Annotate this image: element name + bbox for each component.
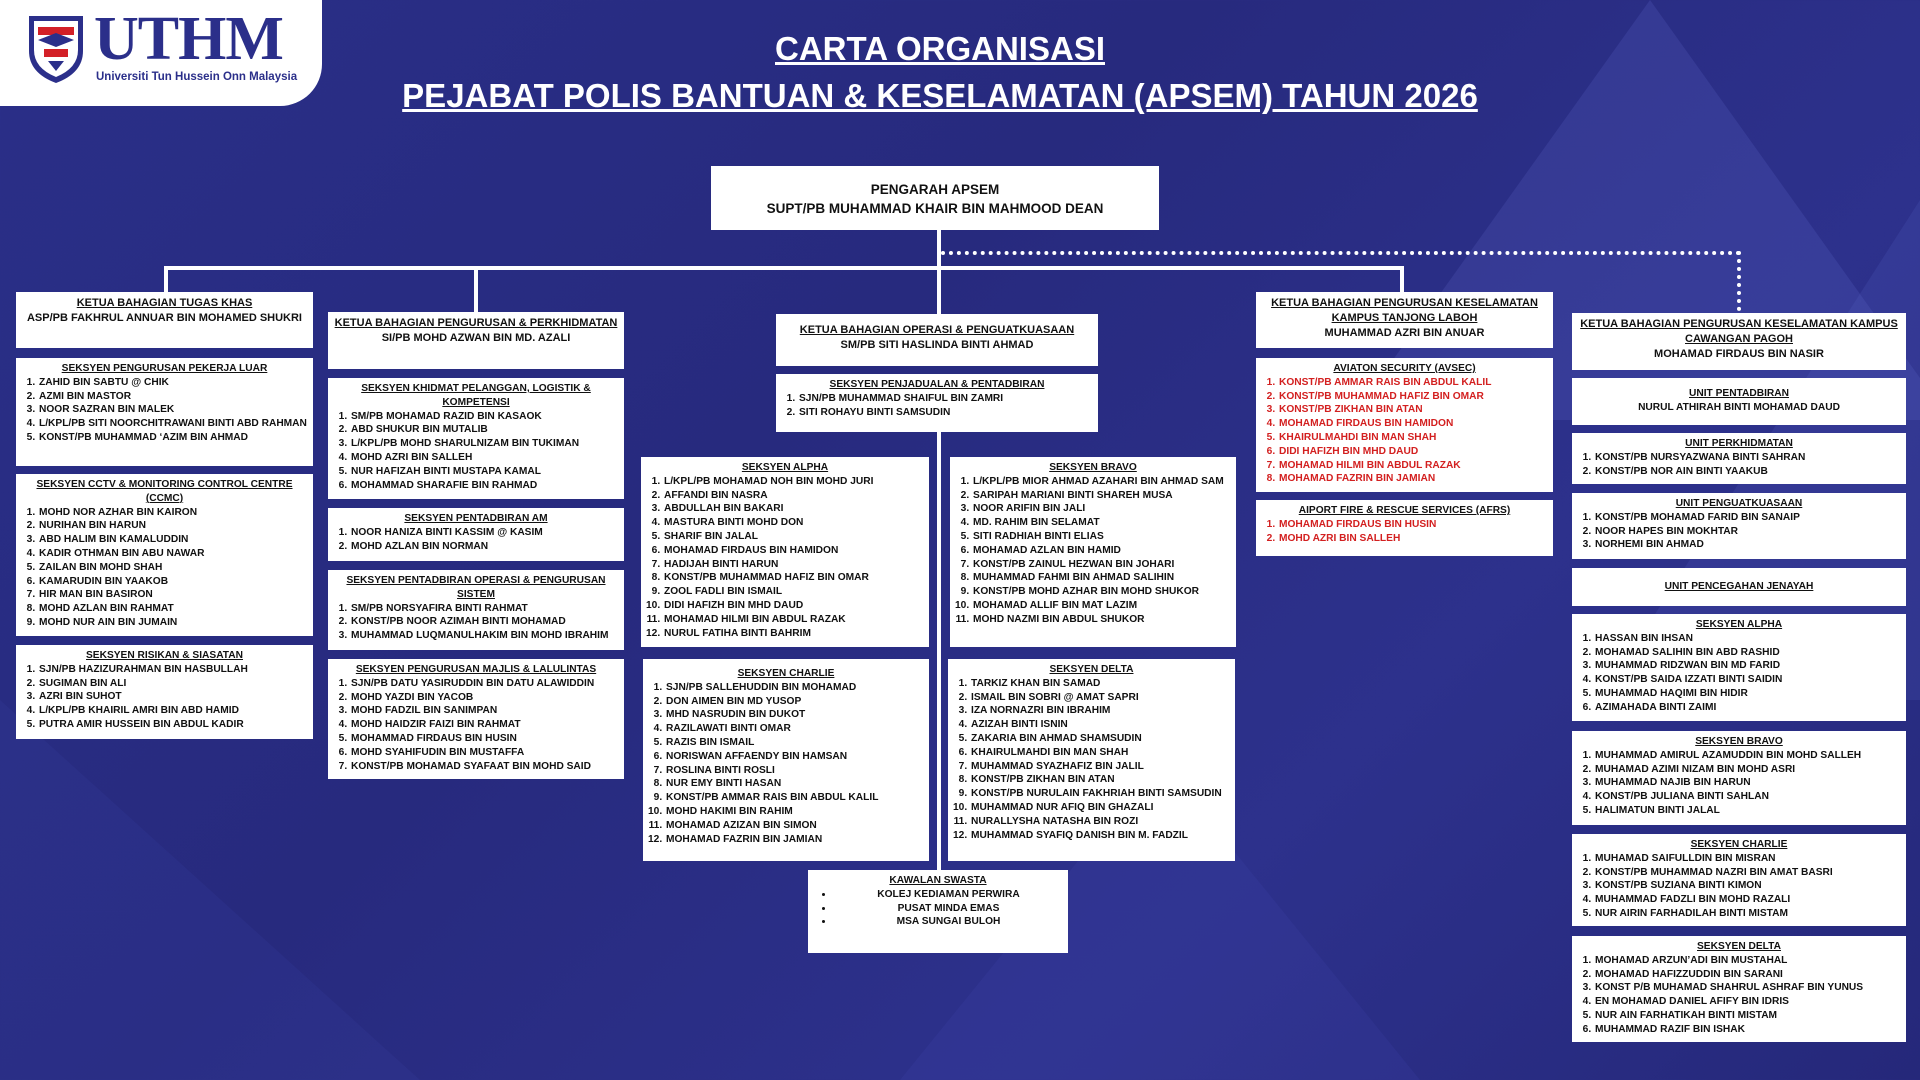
head-role: KETUA BAHAGIAN PENGURUSAN & PERKHIDMATAN [334, 317, 618, 329]
section-delta [948, 659, 1235, 861]
member: 1. ZAHID BIN SABTU @ CHIK [38, 376, 307, 390]
section-ccmc [16, 474, 313, 636]
member-list [1262, 518, 1547, 546]
section-title: UNIT PENGUATKUASAAN [1675, 498, 1803, 509]
section-title: SEKSYEN PENGURUSAN MAJLIS & LALULINTAS [355, 664, 597, 675]
director-box [711, 166, 1159, 230]
member: 5. ZAILAN BIN MOHD SHAH [38, 561, 307, 575]
member: 5. RAZIS BIN ISMAIL [665, 736, 923, 750]
site: • PUSAT MINDA EMAS [834, 902, 1062, 916]
member: 1. SM/PB MOHAMAD RAZID BIN KASAOK [350, 410, 618, 424]
member: 4. MD. RAHIM BIN SELAMAT [972, 516, 1230, 530]
section-khidmat-pelanggan [328, 378, 624, 499]
head-tugas-khas [16, 292, 313, 348]
member: 4. KONST/PB SAIDA IZZATI BINTI SAIDIN [1594, 673, 1900, 687]
member: 1. KONST/PB AMMAR RAIS BIN ABDUL KALIL [1278, 376, 1547, 390]
member-list [1262, 376, 1547, 486]
section-title: SEKSYEN CHARLIE [1690, 839, 1788, 850]
site-list [814, 888, 1062, 929]
member: 2. DON AIMEN BIN MD YUSOP [665, 695, 923, 709]
director-role: PENGARAH APSEM [870, 182, 1000, 197]
member: 2. NOOR HAPES BIN MOKHTAR [1594, 525, 1900, 539]
member: 2. ISMAIL BIN SOBRI @ AMAT SAPRI [970, 691, 1229, 705]
member: 2. MOHAMAD SALIHIN BIN ABD RASHID [1594, 646, 1900, 660]
member: 9. MOHD NUR AIN BIN JUMAIN [38, 616, 307, 630]
pagoh-section-delta [1572, 936, 1906, 1042]
head-role: KETUA BAHAGIAN OPERASI & PENGUATKUASAAN [799, 324, 1075, 336]
member-list [1578, 749, 1900, 818]
member: 8. NUR EMY BINTI HASAN [665, 777, 923, 791]
member: 7. KONST/PB MOHAMAD SYAFAAT BIN MOHD SAID [350, 760, 618, 774]
section-title: KAWALAN SWASTA [889, 875, 987, 886]
section-title: SEKSYEN RISIKAN & SIASATAN [86, 650, 243, 661]
member: 8. MOHAMAD FAZRIN BIN JAMIAN [1278, 472, 1547, 486]
member: 1. TARKIZ KHAN BIN SAMAD [970, 677, 1229, 691]
member-list [956, 475, 1230, 627]
member: 3. KONST/PB ZIKHAN BIN ATAN [1278, 403, 1547, 417]
member: 8. KONST/PB MUHAMMAD HAFIZ BIN OMAR [663, 571, 923, 585]
section-penjadualan [776, 374, 1098, 432]
member-list [334, 526, 618, 554]
section-title: SEKSYEN BRAVO [1049, 462, 1137, 473]
section-pekerja-luar [16, 358, 313, 466]
member-list [647, 475, 923, 641]
page-title: CARTA ORGANISASI [775, 30, 1105, 67]
head-name: SM/PB SITI HASLINDA BINTI AHMAD [840, 339, 1034, 351]
member: 1. L/KPL/PB MIOR AHMAD AZAHARI BIN AHMAD SAM [972, 475, 1230, 489]
section-title: SEKSYEN DELTA [1049, 664, 1134, 675]
member: 4. KONST/PB JULIANA BINTI SAHLAN [1594, 790, 1900, 804]
unit-penguatkuasaan [1572, 493, 1906, 559]
section-title: SEKSYEN PENTADBIRAN AM [404, 513, 548, 524]
member: 8. MUHAMMAD FAHMI BIN AHMAD SALIHIN [972, 571, 1230, 585]
member: 1. MUHAMMAD AMIRUL AZAMUDDIN BIN MOHD SALLEH [1594, 749, 1900, 763]
member: 5. KHAIRULMAHDI BIN MAN SHAH [1278, 431, 1547, 445]
member: 7. MOHAMAD HILMI BIN ABDUL RAZAK [1278, 459, 1547, 473]
member: 6. AZIMAHADA BINTI ZAIMI [1594, 701, 1900, 715]
section-title: SEKSYEN CCTV & MONITORING CONTROL CENTRE (CCMC) [36, 479, 293, 504]
member: 1. HASSAN BIN IHSAN [1594, 632, 1900, 646]
member: 4. MOHD AZRI BIN SALLEH [350, 451, 618, 465]
member: 4. MASTURA BINTI MOHD DON [663, 516, 923, 530]
member: 3. MUHAMMAD LUQMANULHAKIM BIN MOHD IBRAHIM [350, 629, 618, 643]
member: 3. NOOR SAZRAN BIN MALEK [38, 403, 307, 417]
member: 2. KONST/PB NOR AIN BINTI YAAKUB [1594, 465, 1900, 479]
member: 1. NOOR HANIZA BINTI KASSIM @ KASIM [350, 526, 618, 540]
member: 2. AZMI BIN MASTOR [38, 390, 307, 404]
site: • MSA SUNGAI BULOH [834, 915, 1062, 929]
head-name: MUHAMMAD AZRI BIN ANUAR [1324, 327, 1485, 339]
member: 2. SITI ROHAYU BINTI SAMSUDIN [798, 406, 1092, 420]
unit-perkhidmatan [1572, 433, 1906, 484]
member: 5. ZAKARIA BIN AHMAD SHAMSUDIN [970, 732, 1229, 746]
head-pagoh [1572, 313, 1906, 370]
member: 10. MUHAMMAD NUR AFIQ BIN GHAZALI [970, 801, 1229, 815]
member: 1. KONST/PB NURSYAZWANA BINTI SAHRAN [1594, 451, 1900, 465]
member: 10. MOHD HAKIMI BIN RAHIM [665, 805, 923, 819]
member: 3. NOOR ARIFIN BIN JALI [972, 502, 1230, 516]
member: 3. KONST/PB SUZIANA BINTI KIMON [1594, 879, 1900, 893]
member: 6. MOHAMAD AZLAN BIN HAMID [972, 544, 1230, 558]
head-role: KETUA BAHAGIAN PENGURUSAN KESELAMATAN KAMPUS CAWANGAN PAGOH [1580, 318, 1898, 345]
member: 3. L/KPL/PB MOHD SHARULNIZAM BIN TUKIMAN [350, 437, 618, 451]
member: 1. SJN/PB SALLEHUDDIN BIN MOHAMAD [665, 681, 923, 695]
member: 4. MOHAMAD FIRDAUS BIN HAMIDON [1278, 417, 1547, 431]
member: 2. MOHD AZRI BIN SALLEH [1278, 532, 1547, 546]
member-list [334, 410, 618, 493]
member-list [782, 392, 1092, 420]
section-title: SEKSYEN DELTA [1697, 941, 1781, 952]
member: 10. MOHAMAD ALLIF BIN MAT LAZIM [972, 599, 1230, 613]
section-title: SEKSYEN PENJADUALAN & PENTADBIRAN [829, 379, 1045, 390]
head-name: SI/PB MOHD AZWAN BIN MD. AZALI [381, 332, 571, 344]
member: 4. KADIR OTHMAN BIN ABU NAWAR [38, 547, 307, 561]
member: 2. MUHAMAD AZIMI NIZAM BIN MOHD ASRI [1594, 763, 1900, 777]
member: 2. ABD SHUKUR BIN MUTALIB [350, 423, 618, 437]
section-pentadbiran-am [328, 508, 624, 561]
section-title: SEKSYEN KHIDMAT PELANGGAN, LOGISTIK & KOMPETENSI [361, 383, 591, 408]
member: 4. L/KPL/PB KHAIRIL AMRI BIN ABD HAMID [38, 704, 307, 718]
member: 6. KHAIRULMAHDI BIN MAN SHAH [970, 746, 1229, 760]
member-list [1578, 451, 1900, 479]
page-subtitle: PEJABAT POLIS BANTUAN & KESELAMATAN (APSEM) TAHUN 2026 [402, 77, 1478, 114]
member: 12. MOHAMAD FAZRIN BIN JAMIAN [665, 833, 923, 847]
member: 6. MOHAMAD FIRDAUS BIN HAMIDON [663, 544, 923, 558]
member-list [334, 602, 618, 643]
member: 9. KONST/PB NURULAIN FAKHRIAH BINTI SAMSUDIN [970, 787, 1229, 801]
member: 1. MOHAMAD FIRDAUS BIN HUSIN [1278, 518, 1547, 532]
member: 7. KONST/PB ZAINUL HEZWAN BIN JOHARI [972, 558, 1230, 572]
member: NURUL ATHIRAH BINTI MOHAMAD DAUD [1638, 401, 1840, 413]
head-name: ASP/PB FAKHRUL ANNUAR BIN MOHAMED SHUKRI [26, 312, 302, 324]
member: 5. MUHAMMAD HAQIMI BIN HIDIR [1594, 687, 1900, 701]
member: 5. PUTRA AMIR HUSSEIN BIN ABDUL KADIR [38, 718, 307, 732]
section-avsec [1256, 358, 1553, 492]
member: 3. ABD HALIM BIN KAMALUDDIN [38, 533, 307, 547]
member: 11. MOHAMAD AZIZAN BIN SIMON [665, 819, 923, 833]
connector-line [164, 266, 1404, 270]
section-risikan [16, 645, 313, 739]
unit-pencegahan-jenayah [1572, 568, 1906, 606]
member: 2. AFFANDI BIN NASRA [663, 489, 923, 503]
pagoh-section-alpha [1572, 614, 1906, 721]
member: 9. KONST/PB AMMAR RAIS BIN ABDUL KALIL [665, 791, 923, 805]
member: 8. MOHD AZLAN BIN RAHMAT [38, 602, 307, 616]
member: 5. KONST/PB MUHAMMAD ‘AZIM BIN AHMAD [38, 431, 307, 445]
member: 2. KONST/PB NOOR AZIMAH BINTI MOHAMAD [350, 615, 618, 629]
member: 5. NUR HAFIZAH BINTI MUSTAPA KAMAL [350, 465, 618, 479]
section-title: SEKSYEN ALPHA [1695, 619, 1783, 630]
pagoh-section-bravo [1572, 731, 1906, 825]
member: 3. MOHD FADZIL BIN SANIMPAN [350, 704, 618, 718]
connector-line [937, 230, 941, 314]
member-list [1578, 954, 1900, 1037]
member: 2. MOHAMAD HAFIZZUDDIN BIN SARANI [1594, 968, 1900, 982]
member: 12. MUHAMMAD SYAFIQ DANISH BIN M. FADZIL [970, 829, 1229, 843]
member: 11. MOHAMAD HILMI BIN ABDUL RAZAK [663, 613, 923, 627]
section-title: SEKSYEN CHARLIE [737, 668, 835, 679]
member: 6. DIDI HAFIZH BIN MHD DAUD [1278, 445, 1547, 459]
connector-line [164, 266, 168, 292]
member: 7. ROSLINA BINTI ROSLI [665, 764, 923, 778]
member: 6. NORISWAN AFFAENDY BIN HAMSAN [665, 750, 923, 764]
member: 4. AZIZAH BINTI ISNIN [970, 718, 1229, 732]
member: 3. IZA NORNAZRI BIN IBRAHIM [970, 704, 1229, 718]
dotted-connector [941, 251, 1741, 255]
section-alpha [641, 457, 929, 647]
connector-line [937, 432, 941, 870]
member: 7. MUHAMMAD SYAZHAFIZ BIN JALIL [970, 760, 1229, 774]
member: 5. SHARIF BIN JALAL [663, 530, 923, 544]
connector-line [474, 266, 478, 312]
member: 10. DIDI HAFIZH BIN MHD DAUD [663, 599, 923, 613]
member: 9. KONST/PB MOHD AZHAR BIN MOHD SHUKOR [972, 585, 1230, 599]
member: 4. MOHD HAIDZIR FAIZI BIN RAHMAT [350, 718, 618, 732]
section-title: SEKSYEN PENTADBIRAN OPERASI & PENGURUSAN SISTEM [346, 575, 606, 600]
member: 2. KONST/PB MUHAMMAD NAZRI BIN AMAT BASRI [1594, 866, 1900, 880]
member: 2. NURIHAN BIN HARUN [38, 519, 307, 533]
member: 4. MUHAMMAD FADZLI BIN MOHD RAZALI [1594, 893, 1900, 907]
member: 1. SJN/PB DATU YASIRUDDIN BIN DATU ALAWIDDIN [350, 677, 618, 691]
member: 11. MOHD NAZMI BIN ABDUL SHUKOR [972, 613, 1230, 627]
section-title: UNIT PERKHIDMATAN [1685, 438, 1793, 449]
section-title: SEKSYEN ALPHA [741, 462, 829, 473]
member: 1. SM/PB NORSYAFIRA BINTI RAHMAT [350, 602, 618, 616]
member: 4. RAZILAWATI BINTI OMAR [665, 722, 923, 736]
member: 1. SJN/PB HAZIZURAHMAN BIN HASBULLAH [38, 663, 307, 677]
section-title: AVIATON SECURITY (AVSEC) [1333, 363, 1476, 374]
head-name: MOHAMAD FIRDAUS BIN NASIR [1654, 348, 1824, 360]
member: 2. SARIPAH MARIANI BINTI SHAREH MUSA [972, 489, 1230, 503]
member: 3. NORHEMI BIN AHMAD [1594, 538, 1900, 552]
section-bravo [950, 457, 1236, 647]
section-charlie [643, 659, 929, 861]
member-list [22, 506, 307, 630]
member-list [649, 681, 923, 847]
member: 6. KAMARUDIN BIN YAAKOB [38, 575, 307, 589]
member-list [334, 677, 618, 774]
member: 1. MOHAMAD ARZUN’ADI BIN MUSTAHAL [1594, 954, 1900, 968]
member: 3. KONST P/B MUHAMAD SHAHRUL ASHRAF BIN YUNUS [1594, 981, 1900, 995]
section-title: UNIT PENCEGAHAN JENAYAH [1664, 581, 1814, 592]
member-list [954, 677, 1229, 843]
head-operasi [776, 314, 1098, 366]
section-pentadbiran-operasi [328, 570, 624, 650]
logo-wordmark: UTHM [94, 5, 283, 73]
member-list [1578, 511, 1900, 552]
member: 5. MOHAMMAD FIRDAUS BIN HUSIN [350, 732, 618, 746]
member: 7. HIR MAN BIN BASIRON [38, 588, 307, 602]
member: 3. MUHAMMAD RIDZWAN BIN MD FARID [1594, 659, 1900, 673]
member: 5. HALIMATUN BINTI JALAL [1594, 804, 1900, 818]
logo-subtitle: Universiti Tun Hussein Onn Malaysia [96, 71, 298, 83]
member: 12. NURUL FATIHA BINTI BAHRIM [663, 627, 923, 641]
member: 7. HADIJAH BINTI HARUN [663, 558, 923, 572]
site: • KOLEJ KEDIAMAN PERWIRA [834, 888, 1062, 902]
member: 2. SUGIMAN BIN ALI [38, 677, 307, 691]
member: 8. KONST/PB ZIKHAN BIN ATAN [970, 773, 1229, 787]
member-list [22, 376, 307, 445]
member: 6. MOHD SYAHIFUDIN BIN MUSTAFFA [350, 746, 618, 760]
head-tanjong-laboh [1256, 292, 1553, 348]
member: 11. NURALLYSHA NATASHA BIN ROZI [970, 815, 1229, 829]
member: 2. MOHD AZLAN BIN NORMAN [350, 540, 618, 554]
member: 5. NUR AIRIN FARHADILAH BINTI MISTAM [1594, 907, 1900, 921]
director-name: SUPT/PB MUHAMMAD KHAIR BIN MAHMOOD DEAN [766, 201, 1104, 216]
member: 1. L/KPL/PB MOHAMAD NOH BIN MOHD JURI [663, 475, 923, 489]
member-list [22, 663, 307, 732]
unit-pentadbiran [1572, 378, 1906, 425]
member: 1. KONST/PB MOHAMAD FARID BIN SANAIP [1594, 511, 1900, 525]
member-list [1578, 632, 1900, 715]
connector-line [1400, 266, 1404, 292]
head-role: KETUA BAHAGIAN TUGAS KHAS [76, 297, 253, 309]
section-kawalan-swasta [808, 870, 1068, 953]
member: 6. MUHAMMAD RAZIF BIN ISHAK [1594, 1023, 1900, 1037]
section-title: UNIT PENTADBIRAN [1689, 388, 1789, 399]
member: 4. L/KPL/PB SITI NOORCHITRAWANI BINTI ABD RAHMAN [38, 417, 307, 431]
member-list [1578, 852, 1900, 921]
dotted-connector [1737, 251, 1741, 311]
head-pengurusan [328, 312, 624, 369]
section-title: SEKSYEN PENGURUSAN PEKERJA LUAR [61, 363, 268, 374]
member: 3. AZRI BIN SUHOT [38, 690, 307, 704]
member: 3. ABDULLAH BIN BAKARI [663, 502, 923, 516]
member: 6. MOHAMMAD SHARAFIE BIN RAHMAD [350, 479, 618, 493]
member: 3. MHD NASRUDIN BIN DUKOT [665, 708, 923, 722]
section-title: SEKSYEN BRAVO [1695, 736, 1783, 747]
member: 9. ZOOL FADLI BIN ISMAIL [663, 585, 923, 599]
member: 3. MUHAMMAD NAJIB BIN HARUN [1594, 776, 1900, 790]
section-majlis-lalulintas [328, 659, 624, 779]
member: 1. MOHD NOR AZHAR BIN KAIRON [38, 506, 307, 520]
member: 4. EN MOHAMAD DANIEL AFIFY BIN IDRIS [1594, 995, 1900, 1009]
head-role: KETUA BAHAGIAN PENGURUSAN KESELAMATAN KAMPUS TANJONG LABOH [1271, 297, 1538, 324]
section-title: AIPORT FIRE & RESCUE SERVICES (AFRS) [1298, 505, 1511, 516]
section-afrs [1256, 500, 1553, 556]
pagoh-section-charlie [1572, 834, 1906, 926]
member: 2. MOHD YAZDI BIN YACOB [350, 691, 618, 705]
member: 2. KONST/PB MUHAMMAD HAFIZ BIN OMAR [1278, 390, 1547, 404]
member: 5. NUR AIN FARHATIKAH BINTI MISTAM [1594, 1009, 1900, 1023]
member: 5. SITI RADHIAH BINTI ELIAS [972, 530, 1230, 544]
member: 1. MUHAMAD SAIFULLDIN BIN MISRAN [1594, 852, 1900, 866]
member: 1. SJN/PB MUHAMMAD SHAIFUL BIN ZAMRI [798, 392, 1092, 406]
